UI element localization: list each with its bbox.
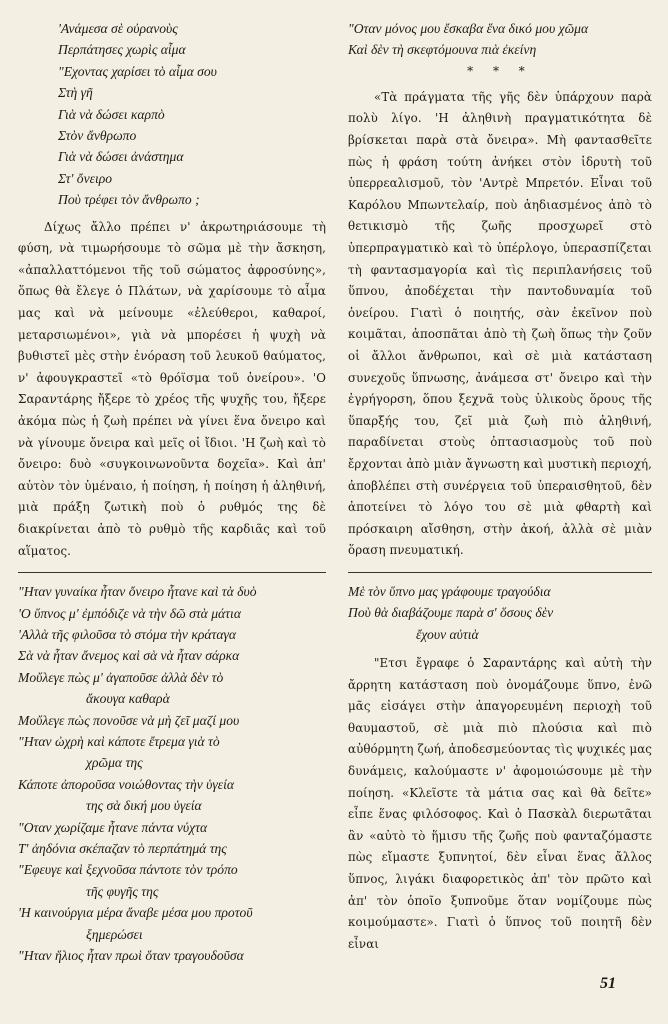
poem-excerpt-top-left — [18, 18, 326, 211]
section-separator: * * * — [467, 63, 533, 78]
poem-line: 'Ανάμεσα σὲ οὐρανοὺς — [58, 21, 178, 36]
divider-rule — [18, 572, 326, 573]
poem-excerpt-middle-right — [348, 581, 652, 645]
poem-line: ἄκουγα καθαρὰ — [86, 691, 170, 707]
poem-excerpt-top-right — [348, 18, 652, 61]
poem-line: Καὶ δὲν τὴ σκεφτόμουνα πιὰ ἐκείνη — [348, 42, 537, 58]
poem-line: χρῶμα της — [86, 755, 143, 771]
divider-rule — [348, 572, 652, 573]
paragraph: Δίχως ἄλλο πρέπει ν' ἀκρωτηριάσουμε τὴ φύση, νὰ τιμωρήσουμε τὸ σῶμα μὲ τὴν ἄσκηση, «ἀπαλλαττόμενοι τῆς τοῦ σώματος ἀφροσύνης», ὅπως θὰ ἔλεγε ὁ Πλάτων, νὰ χαρίσουμε τὸ αἷμα μας καὶ νὰ μείνουμε «ἐλεύθεροι, καθαροί, μεταρσιωμένοι», γιὰ νὰ μπορέσει ἡ ψυχὴ νὰ βυθιστεῖ μὲς στὴν ἐνόραση τοῦ λευκοῦ θαύματος, ν' ἀφουγκραστεῖ «τὸ θρόϊσμα τοῦ ὀνείρου». 'Ο Σαραντάρης ἤξερε τὸ χρέος τῆς ψυχῆς του, ἤξερε ἀκόμα πὼς ἡ ζωὴ πρέπει νὰ γίνει ἕνα ὄνειρο καὶ νὰ γίνουμε ὄνειρα καὶ μεῖς οἱ ἴδιοι. 'Η ζωὴ καὶ τὸ ὄνειρο: δυὸ «συγκοινωνοῦντα δοχεῖα». Καὶ ἀπ' αὐτὸν τὸν ὑμέναιο, ἡ ποίηση, ἡ ποίηση ἡ ἀληθινή, μιὰ πράξη ζωτικὴ ποὺ ὁ ρυθμός της δὲ διακρίνεται ἀπὸ τὸ ρυθμὸ τῆς καρδιᾶς καὶ τοῦ αἵματος. — [18, 219, 326, 558]
paragraph: "Ετσι ἔγραφε ὁ Σαραντάρης καὶ αὐτὴ τὴν ἄρρητη κατάσταση ποὺ ὀνομάζουμε ὕπνο, ἐνῶ μᾶς εἰσάγει στὴν ἀπαγορευμένη περιοχὴ τοῦ θαυμαστοῦ, σὲ μιὰ πιὸ πλούσια καὶ πιὸ αὐθόρμητη ζωή, ἀποδεσμεύοντας τὶς ψυχικές μας δυνάμεις, καλούμαστε ν' ἀφομοιώσουμε μὲ τὴν ποίηση. «Κλεῖστε τὰ μάτια σας καὶ θὰ δεῖτε» εἶπε ἕνας φιλόσοφος. Καὶ ὁ Πασκὰλ διερωτᾶται ἂν «αὐτὸ τὸ ἥμισυ τῆς ζωῆς ποὺ φανταζόμαστε πὼς εἴμαστε ξυπνητοί, δὲν εἶναι ἕνας ἄλλος ὕπνος, λιγάκι διαφορετικὸς ἀπ' τὸν πρῶτο καὶ ἀπ' τὸν ὁποῖο ξυπνοῦμε ὅταν νομίζουμε πὼς κοιμούμαστε». Γιατὶ ὁ ὕπνος τοῦ ποιητῆ δὲν εἶναι — [348, 656, 652, 951]
left-column — [18, 18, 326, 966]
poem-line: Σὰ νὰ ἦταν ἄνεμος καὶ σὰ νὰ ἦταν σάρκα — [18, 648, 240, 664]
poem-line: Στὴ γῆ — [58, 85, 93, 101]
poem-line: Μοὔλεγε πὼς πονοῦσε νὰ μὴ ζεῖ μαζί μου — [18, 712, 240, 728]
poem-line: "Ηταν γυναίκα ἦταν ὄνειρο ἦτανε καὶ τὰ δυὸ — [18, 584, 257, 600]
poem-line: "Εφευγε καὶ ξεχνοῦσα πάντοτε τὸν τρόπο — [18, 862, 238, 878]
poem-line: της σὰ δική μου ὑγεία — [86, 798, 202, 814]
poem-excerpt-bottom-left — [18, 581, 326, 966]
poem-line: Μὲ τὸν ὕπνο μας γράφουμε τραγούδια — [348, 583, 551, 599]
poem-line: Στ' ὄνειρο — [58, 170, 113, 186]
poem-line: Γιὰ νὰ δώσει καρπὸ — [58, 106, 165, 122]
poem-line: 'Ο ὕπνος μ' ἐμπόδιζε νὰ τὴν δῶ στὰ μάτια — [18, 605, 241, 621]
poem-line: τῆς φυγῆς της — [86, 883, 159, 899]
poem-line: 'Η καινούργια μέρα ἄναβε μέσα μου προτοῦ — [18, 905, 253, 921]
poem-line: Μοὔλεγε πὼς μ' ἀγαποῦσε ἀλλὰ δὲν τὸ — [18, 669, 224, 685]
poem-line: "Οταν μόνος μου ἔσκαβα ἕνα δικό μου χῶμα — [348, 21, 589, 36]
paragraph: «Τὰ πράγματα τῆς γῆς δὲν ὑπάρχουν παρὰ πολὺ λίγο. 'Η ἀληθινὴ πραγματικότητα δὲ βρίσκεται παρὰ στὰ ὄνειρα». Μὴ φαντασθεῖτε πὼς ἡ φράση τούτη ἀνήκει στὸν ἱδρυτὴ τοῦ ὑπερρεαλισμοῦ, τὸν 'Αντρὲ Μπρετόν. Εἶναι τοῦ Καρόλου Μπωντελαίρ, ποὺ ἀηδιασμένος ἀπὸ τὸ θετικισμὸ τῆς ζωῆς προσχωρεῖ στὸ ὑπερπραγματικὸ καὶ τὸ ὑπέρλογο, ὑπερασπίζεται τὴ φαντασμαγορία καὶ τὶς περιπλανήσεις τοῦ ὕπνου, ἀποδέχεται τὴν παντοδυναμία τοῦ ὀνείρου. Γιατὶ ὁ ποιητής, σὰν ἐκεῖνον ποὺ κοιμᾶται, ἀποσπᾶται ἀπὸ τὴ ζωὴ ὅπως τὴν ζοῦν οἱ ἄλλοι ἄνθρωποι, καὶ σὲ μιὰ κατάσταση συνεχοῦς ὕπνωσης, ἀνάμεσα στ' ὄνειρο καὶ τὴν ἐγρήγορση, ὅπου ξεχνᾶ τοὺς ὑλικοὺς ὅρους τῆς ὕπαρξής του, ζεῖ μιὰ ζωὴ πιὸ ἀληθινή, παραδίνεται στοὺς ὀπτασιασμοὺς τοῦ ποὺ ἔρχονται ἀπὸ μιὰν ἄγνωστη καὶ μυστικὴ περιοχή, ἀποβλέπει στὴ συνέργεια τοῦ ὑπεραισθητοῦ, δὲν ἀποτείνει τὸ λόγο του σὲ μιὰ φθαρτὴ καὶ πρόσκαιρη αἴσθηση, στὴν ἀκοή, ἀλλὰ σὲ μιὰν ὅραση πνευματική. — [348, 89, 652, 558]
poem-line: Κάποτε ἀποροῦσα νοιώθοντας τὴν ὑγεία — [18, 776, 234, 792]
poem-line: "Ηταν ἥλιος ἦταν πρωὶ ὅταν τραγουδοῦσα — [18, 948, 244, 964]
right-column — [348, 18, 652, 955]
poem-line: 'Αλλὰ τῆς φιλοῦσα τὸ στόμα τὴν κράταγα — [18, 626, 237, 642]
poem-line: ξημερώσει — [86, 926, 143, 942]
poem-line: Ποὺ τρέφει τὸν ἄνθρωπο ; — [58, 192, 200, 208]
poem-line: Τ' ἀηδόνια σκέπαζαν τὸ περπάτημά της — [18, 841, 227, 857]
poem-line: ἔχουν αὐτιὰ — [416, 626, 479, 642]
poem-line: Γιὰ νὰ δώσει ἀνάστημα — [58, 149, 184, 165]
poem-line: Περπάτησες χωρὶς αἷμα — [58, 42, 186, 58]
poem-line: Στὸν ἄνθρωπο — [58, 128, 137, 144]
poem-line: "Οταν χωρίζαμε ἦτανε πάντα νύχτα — [18, 819, 208, 835]
poem-line: "Εχοντας χαρίσει τὸ αἷμα σου — [58, 63, 217, 79]
page-number: 51 — [600, 975, 616, 992]
poem-line: "Ηταν ὠχρὴ καὶ κάποτε ἔτρεμα γιὰ τὸ — [18, 734, 220, 749]
poem-line: Ποὺ θὰ διαβάζουμε παρὰ σ' ὅσους δὲν — [348, 605, 554, 621]
